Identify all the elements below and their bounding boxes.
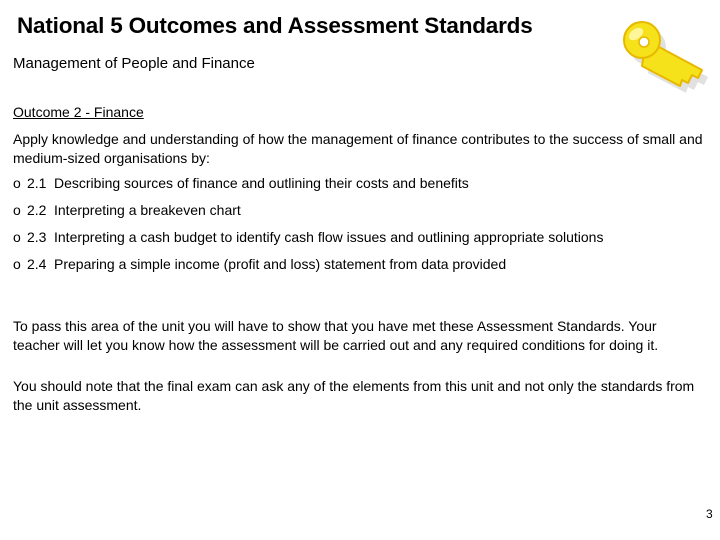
standard-text: Describing sources of finance and outlining their costs and benefits bbox=[54, 175, 469, 191]
standard-text: Interpreting a cash budget to identify cash flow issues and outlining appropriate solutions bbox=[54, 229, 604, 245]
bullet: o bbox=[13, 202, 21, 218]
page-title: National 5 Outcomes and Assessment Standards bbox=[17, 13, 533, 38]
bullet: o bbox=[13, 175, 21, 191]
standard-text: Interpreting a breakeven chart bbox=[54, 202, 241, 218]
standard-text: Preparing a simple income (profit and loss) statement from data provided bbox=[54, 256, 507, 272]
standard-item bbox=[13, 228, 703, 247]
outcome-title: Outcome 2 - Finance bbox=[13, 104, 144, 120]
standard-code: 2.2 bbox=[27, 202, 47, 218]
pass-paragraph: To pass this area of the unit you will have to show that you have met these Assessment Standards. Your teacher will let you know how the assessment will be carried out and any required conditions for doing it. bbox=[13, 318, 659, 353]
bullet: o bbox=[13, 229, 21, 245]
standard-code: 2.4 bbox=[27, 256, 47, 272]
note-paragraph: You should note that the final exam can ask any of the elements from this unit and not only the standards from the unit assessment. bbox=[13, 378, 695, 413]
outcome-intro: Apply knowledge and understanding of how the management of finance contributes to the success of small and medium-sized organisations by: bbox=[13, 131, 703, 166]
standard-item bbox=[13, 201, 703, 220]
standard-item bbox=[13, 174, 703, 193]
page-number: 3 bbox=[706, 507, 713, 521]
content bbox=[13, 103, 703, 415]
key-icon bbox=[612, 10, 720, 100]
standard-code: 2.1 bbox=[27, 175, 47, 191]
standard-item bbox=[13, 255, 703, 274]
standard-code: 2.3 bbox=[27, 229, 47, 245]
bullet: o bbox=[13, 256, 21, 272]
page-subtitle: Management of People and Finance bbox=[13, 55, 255, 72]
